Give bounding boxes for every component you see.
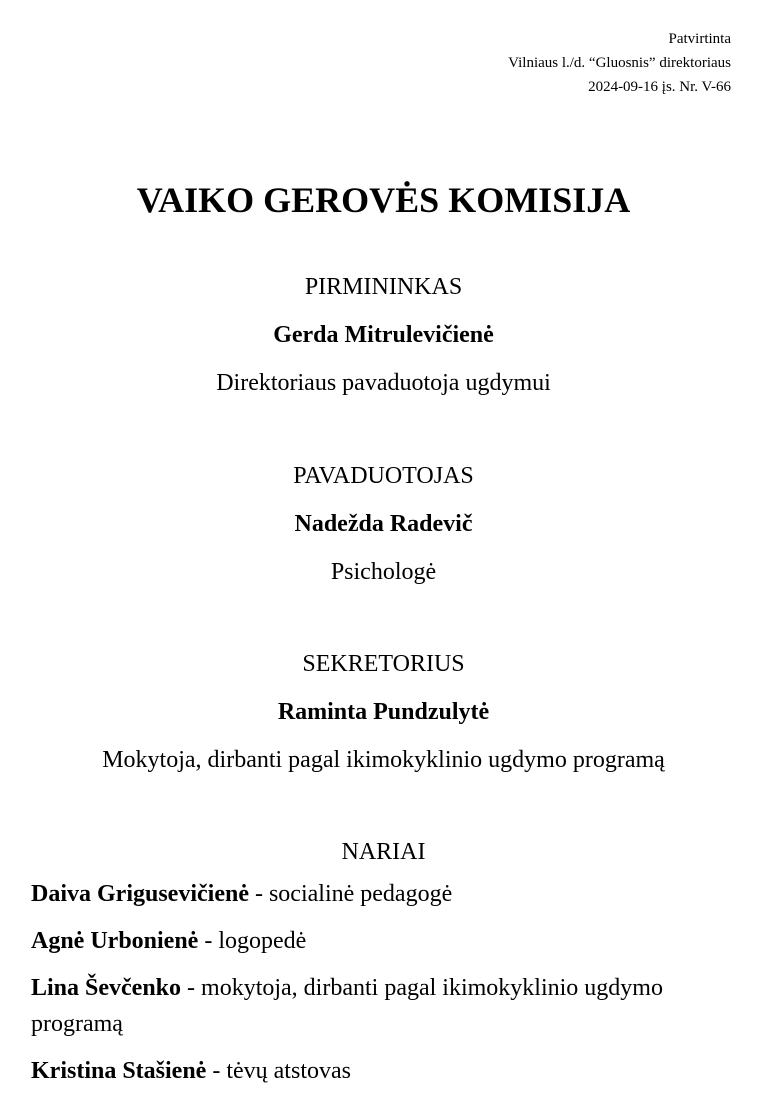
member-name: Lina Ševčenko bbox=[31, 975, 182, 1001]
deputy-role-heading: PAVADUOTOJAS bbox=[293, 463, 474, 489]
approval-block bbox=[508, 27, 731, 99]
members-list bbox=[31, 876, 671, 1100]
members-heading: NARIAI bbox=[341, 839, 426, 865]
document-title: VAIKO GEROVĖS KOMISIJA bbox=[136, 180, 631, 220]
approval-line-approved: Patvirtinta bbox=[668, 31, 731, 47]
deputy-name: Nadežda Radevič bbox=[294, 511, 473, 537]
member-item bbox=[31, 970, 671, 1042]
secretary-section bbox=[0, 640, 767, 784]
approval-line-order-number: 2024-09-16 įs. Nr. V-66 bbox=[588, 79, 731, 95]
secretary-position: Mokytoja, dirbanti pagal ikimokyklinio ugdymo programą bbox=[102, 747, 665, 773]
secretary-role-heading: SEKRETORIUS bbox=[302, 651, 465, 677]
secretary-name: Raminta Pundzulytė bbox=[277, 699, 490, 725]
member-role: - socialinė pedagogė bbox=[248, 881, 453, 907]
deputy-position: Psichologė bbox=[330, 559, 437, 585]
member-item bbox=[31, 923, 671, 959]
member-role: - logopedė bbox=[198, 928, 307, 954]
deputy-section bbox=[0, 452, 767, 596]
member-item bbox=[31, 1053, 671, 1089]
chair-name: Gerda Mitrulevičienė bbox=[273, 322, 494, 348]
member-item bbox=[31, 876, 671, 912]
chair-position: Direktoriaus pavaduotoja ugdymui bbox=[216, 370, 551, 396]
member-name: Agnė Urbonienė bbox=[31, 928, 199, 954]
member-role: - mokytoja, dirbanti pagal ikimokyklinio ugdymo programą bbox=[31, 975, 663, 1037]
chair-role-heading: PIRMININKAS bbox=[304, 274, 463, 300]
approval-line-director: Vilniaus l./d. “Gluosnis” direktoriaus bbox=[508, 55, 731, 71]
member-role: - tėvų atstovas bbox=[206, 1058, 351, 1084]
member-name: Daiva Grigusevičienė bbox=[31, 881, 249, 907]
chair-section bbox=[0, 263, 767, 407]
member-name: Kristina Stašienė bbox=[31, 1058, 207, 1084]
